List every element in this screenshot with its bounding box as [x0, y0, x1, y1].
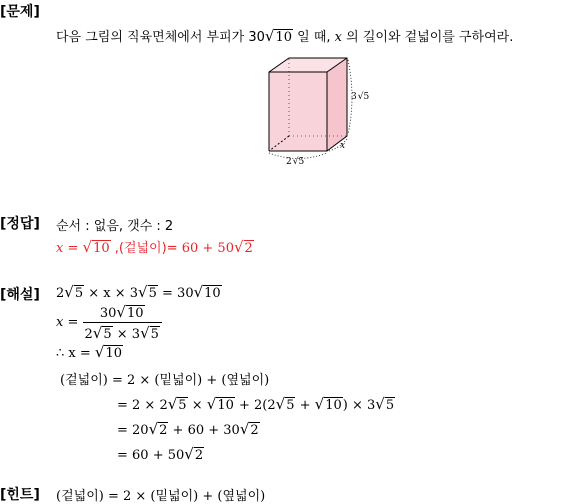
problem-statement: 다음 그림의 직육면체에서 부피가 30√10 일 때, x 의 길이와 겉넓이를 구하여라. — [56, 27, 514, 45]
hint-text: (겉넓이) = 2 × (밑넓이) + (옆넓이) — [56, 489, 266, 504]
solution-line-7: = 60 + 50√2 — [117, 445, 204, 463]
depth-label: x — [340, 141, 346, 151]
answer-meta: 순서 : 없음, 갯수 : 2 — [56, 219, 174, 234]
width-label: 2√5 — [286, 157, 305, 167]
cuboid-side-face — [327, 58, 347, 151]
solution-line-2: x = $\frac{30√10}{2√5 \times 3√5}$ — [56, 303, 162, 342]
cuboid-figure — [260, 54, 390, 170]
solution-line-6: = 20√2 + 60 + 30√2 — [117, 420, 259, 438]
solution-tag: [해설] — [0, 287, 40, 303]
hint-tag: [힌트] — [0, 487, 40, 503]
solution-line-4: (겉넓이) = 2 × (밑넓이) + (옆넓이) — [60, 373, 270, 388]
answer-tag: [정답] — [0, 216, 40, 232]
answer-values: x = √10 ,(겉넓이)= 60 + 50√2 — [56, 238, 253, 256]
height-label: 3√5 — [351, 92, 370, 102]
problem-tag: [문제] — [0, 4, 40, 20]
solution-line-5: = 2 × 2√5 × √10 + 2(2√5 + √10) × 3√5 — [117, 395, 395, 413]
cuboid-front-face — [269, 72, 327, 151]
solution-line-3: ∴ x = √10 — [56, 343, 123, 361]
solution-line-1: 2√5 × x × 3√5 = 30√10 — [56, 283, 221, 301]
